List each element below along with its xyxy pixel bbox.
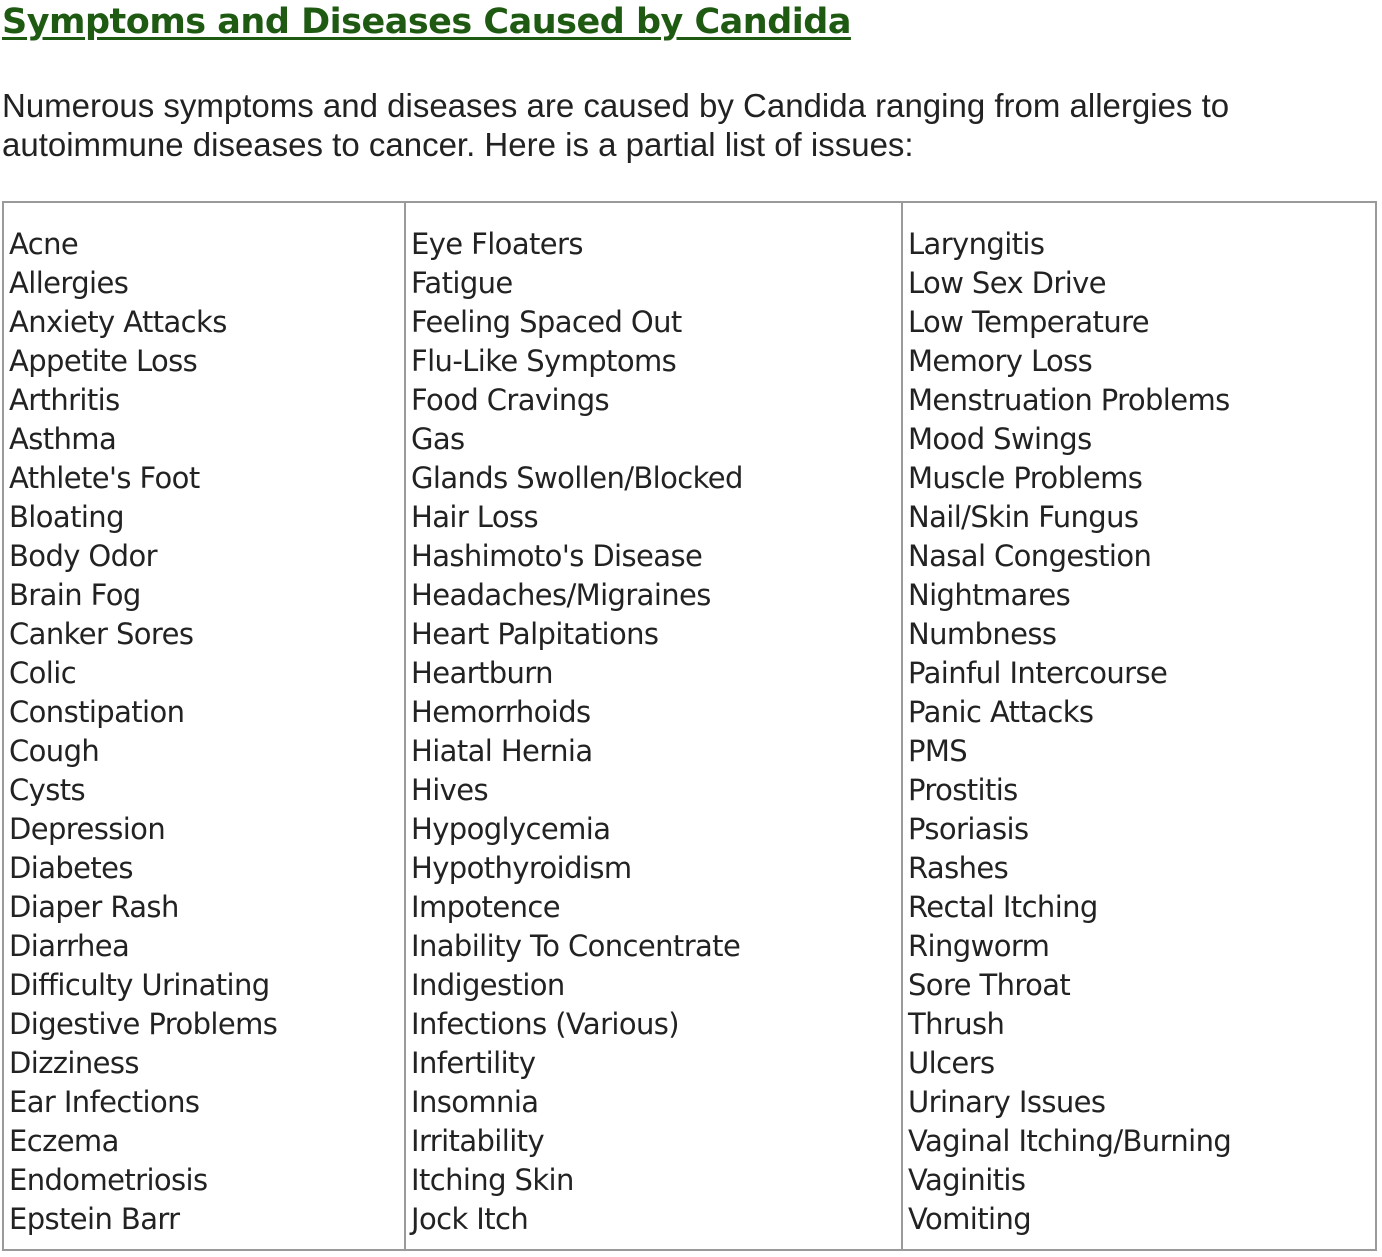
- symptom-item: Bloating: [9, 500, 124, 534]
- symptom-list: [411, 225, 901, 1239]
- symptom-item: Nail/Skin Fungus: [908, 500, 1139, 534]
- symptom-item: Hashimoto's Disease: [411, 539, 703, 573]
- symptom-column-1: [4, 203, 406, 1249]
- symptom-item: Rectal Itching: [908, 890, 1098, 924]
- symptom-item: Infertility: [411, 1046, 536, 1080]
- symptom-item: Infections (Various): [411, 1007, 680, 1041]
- symptom-item: Cough: [9, 734, 100, 768]
- symptom-item: Ulcers: [908, 1046, 995, 1080]
- symptom-item: Difficulty Urinating: [9, 968, 270, 1002]
- symptom-item: Laryngitis: [908, 227, 1045, 261]
- symptom-item: Diaper Rash: [9, 890, 179, 924]
- symptom-item: Painful Intercourse: [908, 656, 1168, 690]
- symptom-item: Eczema: [9, 1124, 119, 1158]
- symptom-item: Nightmares: [908, 578, 1071, 612]
- symptom-item: Vaginal Itching/Burning: [908, 1124, 1232, 1158]
- symptom-item: Heartburn: [411, 656, 553, 690]
- page-title: Symptoms and Diseases Caused by Candida: [2, 2, 851, 42]
- symptom-item: Hiatal Hernia: [411, 734, 593, 768]
- symptom-item: Eye Floaters: [411, 227, 583, 261]
- symptom-item: Diabetes: [9, 851, 133, 885]
- symptom-item: Brain Fog: [9, 578, 141, 612]
- symptom-item: Vomiting: [908, 1202, 1032, 1236]
- symptom-item: Asthma: [9, 422, 117, 456]
- symptom-item: Acne: [9, 227, 79, 261]
- symptom-item: Numbness: [908, 617, 1057, 651]
- symptom-item: Rashes: [908, 851, 1009, 885]
- symptom-item: Itching Skin: [411, 1163, 574, 1197]
- symptom-item: Heart Palpitations: [411, 617, 659, 651]
- symptom-item: Psoriasis: [908, 812, 1029, 846]
- symptom-item: Diarrhea: [9, 929, 130, 963]
- symptom-item: Flu-Like Symptoms: [411, 344, 677, 378]
- symptom-item: Vaginitis: [908, 1163, 1026, 1197]
- symptom-item: Hair Loss: [411, 500, 538, 534]
- symptom-item: Body Odor: [9, 539, 157, 573]
- symptom-item: Endometriosis: [9, 1163, 208, 1197]
- symptom-item: Ear Infections: [9, 1085, 200, 1119]
- symptom-item: Low Temperature: [908, 305, 1150, 339]
- symptom-item: Appetite Loss: [9, 344, 198, 378]
- symptom-item: Urinary Issues: [908, 1085, 1106, 1119]
- symptom-item: Constipation: [9, 695, 185, 729]
- symptom-item: Nasal Congestion: [908, 539, 1152, 573]
- symptom-item: Canker Sores: [9, 617, 194, 651]
- symptom-item: Food Cravings: [411, 383, 610, 417]
- symptom-item: Panic Attacks: [908, 695, 1094, 729]
- intro-paragraph: Numerous symptoms and diseases are caused by Candida ranging from allergies to autoimmune diseases to cancer. Here is a partial list of issues:: [2, 87, 1230, 163]
- symptom-item: Muscle Problems: [908, 461, 1143, 495]
- symptom-item: Prostitis: [908, 773, 1018, 807]
- symptom-item: Depression: [9, 812, 166, 846]
- symptom-item: Anxiety Attacks: [9, 305, 227, 339]
- symptom-item: Epstein Barr: [9, 1202, 180, 1236]
- symptom-item: Thrush: [908, 1007, 1005, 1041]
- symptom-item: Mood Swings: [908, 422, 1092, 456]
- symptom-item: Cysts: [9, 773, 85, 807]
- symptom-item: Allergies: [9, 266, 129, 300]
- symptom-item: Ringworm: [908, 929, 1050, 963]
- symptom-item: Insomnia: [411, 1085, 539, 1119]
- symptom-item: Digestive Problems: [9, 1007, 278, 1041]
- symptom-item: Sore Throat: [908, 968, 1071, 1002]
- symptom-item: Feeling Spaced Out: [411, 305, 682, 339]
- symptom-item: Low Sex Drive: [908, 266, 1106, 300]
- symptom-item: Impotence: [411, 890, 560, 924]
- symptom-item: Irritability: [411, 1124, 544, 1158]
- symptom-item: Glands Swollen/Blocked: [411, 461, 743, 495]
- symptom-list: [908, 225, 1375, 1239]
- symptom-item: Hemorrhoids: [411, 695, 591, 729]
- symptom-item: Gas: [411, 422, 465, 456]
- symptom-item: Jock Itch: [411, 1202, 529, 1236]
- symptom-item: Athlete's Foot: [9, 461, 200, 495]
- symptom-column-3: [903, 203, 1375, 1249]
- symptom-column-2: [406, 203, 903, 1249]
- symptom-item: Indigestion: [411, 968, 565, 1002]
- symptom-item: PMS: [908, 734, 968, 768]
- symptom-item: Menstruation Problems: [908, 383, 1230, 417]
- symptom-item: Inability To Concentrate: [411, 929, 741, 963]
- symptom-item: Arthritis: [9, 383, 120, 417]
- symptom-item: Fatigue: [411, 266, 513, 300]
- symptom-item: Dizziness: [9, 1046, 139, 1080]
- symptom-item: Headaches/Migraines: [411, 578, 711, 612]
- symptom-item: Hypoglycemia: [411, 812, 611, 846]
- symptom-item: Memory Loss: [908, 344, 1093, 378]
- symptom-table: [2, 201, 1377, 1251]
- symptom-item: Colic: [9, 656, 77, 690]
- symptom-item: Hives: [411, 773, 488, 807]
- symptom-list: [9, 225, 404, 1239]
- symptom-item: Hypothyroidism: [411, 851, 632, 885]
